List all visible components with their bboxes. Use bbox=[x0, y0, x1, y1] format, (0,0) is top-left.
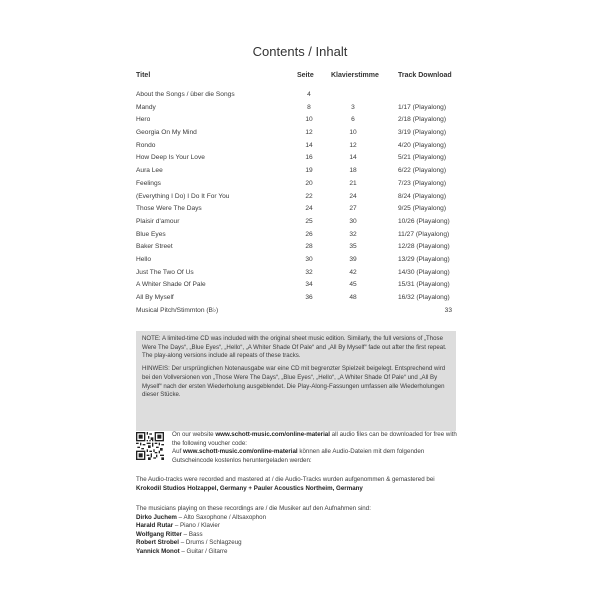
column-header-klavier: Klavierstimme bbox=[331, 72, 379, 79]
table-row bbox=[0, 114, 600, 127]
musicians-intro: The musicians playing on these recordings are / die Musiker auf den Aufnahmen sind: bbox=[136, 505, 371, 512]
row-title: Those Were The Days bbox=[136, 205, 202, 213]
row-track: 16/32 (Playalong) bbox=[398, 294, 450, 301]
table-row bbox=[0, 152, 600, 165]
row-title: Hello bbox=[136, 255, 152, 263]
musician-item bbox=[136, 548, 456, 557]
contents-table bbox=[0, 89, 600, 317]
website-text: Auf bbox=[172, 448, 184, 455]
row-piano-page: 32 bbox=[349, 230, 357, 238]
row-track: 13/29 (Playalong) bbox=[398, 255, 450, 263]
website-german bbox=[172, 448, 457, 465]
musician-name: Yannick Monot bbox=[136, 547, 180, 555]
studio-names: Krokodil Studios Holzappel, Germany + Pauler Acoustics Northeim, Germany bbox=[136, 484, 363, 492]
musician-role: – Piano / Klavier bbox=[173, 522, 220, 529]
website-info bbox=[172, 431, 457, 465]
musician-role: – Drums / Schlagzeug bbox=[178, 539, 242, 546]
row-track: 8/24 (Playalong) bbox=[398, 192, 447, 200]
table-row bbox=[0, 216, 600, 229]
row-track: 4/20 (Playalong) bbox=[398, 141, 447, 149]
table-row bbox=[0, 178, 600, 191]
table-row bbox=[0, 165, 600, 178]
website-text: On our website bbox=[172, 431, 216, 438]
musician-item bbox=[136, 522, 456, 531]
row-piano-page: 21 bbox=[349, 179, 357, 187]
audio-text: The Audio-tracks were recorded and mastered at / die Audio-Tracks wurden aufgenommen & gemastered bei bbox=[136, 476, 435, 483]
row-piano-page: 45 bbox=[349, 281, 357, 289]
row-page: 8 bbox=[307, 103, 311, 111]
row-page: 20 bbox=[305, 179, 313, 187]
website-text: all audio files can be downloaded for free with the following voucher code: bbox=[172, 431, 457, 447]
website-english bbox=[172, 431, 457, 448]
row-page: 4 bbox=[307, 91, 311, 98]
column-header-seite: Seite bbox=[297, 72, 314, 79]
row-page: 36 bbox=[305, 294, 313, 301]
row-title: Baker Street bbox=[136, 243, 173, 251]
table-row bbox=[0, 267, 600, 280]
musician-role: – Bass bbox=[181, 530, 203, 538]
website-link[interactable]: www.schott-music.com/online-material bbox=[183, 448, 298, 455]
row-page: 10 bbox=[305, 116, 313, 124]
row-title: Georgia On My Mind bbox=[136, 129, 197, 137]
row-track: 11/27 (Playalong) bbox=[398, 230, 450, 238]
row-title: Plaisir d'amour bbox=[136, 217, 180, 225]
row-title: (Everything I Do) I Do It For You bbox=[136, 192, 230, 200]
row-track: 1/17 (Playalong) bbox=[398, 103, 447, 111]
row-title: Musical Pitch/Stimmton (B♭) bbox=[136, 306, 219, 314]
qr-code[interactable] bbox=[136, 432, 164, 460]
row-page: 19 bbox=[305, 167, 313, 175]
row-piano-page: 3 bbox=[351, 103, 355, 111]
row-piano-page: 39 bbox=[349, 255, 357, 263]
row-page: 25 bbox=[305, 217, 313, 225]
table-row bbox=[0, 127, 600, 140]
row-page: 26 bbox=[305, 230, 313, 238]
row-track: 10/26 (Playalong) bbox=[398, 217, 450, 225]
row-title: A Whiter Shade Of Pale bbox=[136, 281, 206, 289]
row-piano-page: 6 bbox=[351, 116, 355, 124]
row-piano-page: 18 bbox=[349, 167, 357, 175]
note-box bbox=[136, 331, 456, 431]
row-track: 14/30 (Playalong) bbox=[398, 268, 450, 276]
table-row bbox=[0, 203, 600, 216]
table-row bbox=[0, 229, 600, 242]
musician-name: Dirko Juchem bbox=[136, 513, 177, 521]
musician-name: Wolfgang Ritter bbox=[136, 530, 182, 538]
row-track: 5/21 (Playalong) bbox=[398, 154, 447, 162]
table-row-pitch bbox=[0, 305, 600, 318]
table-row bbox=[0, 241, 600, 254]
row-title: Just The Two Of Us bbox=[136, 268, 194, 276]
row-title: Rondo bbox=[136, 141, 156, 149]
table-row bbox=[0, 140, 600, 153]
row-piano-page: 10 bbox=[349, 129, 357, 137]
row-page: 32 bbox=[305, 268, 313, 276]
musician-role: – Guitar / Gitarre bbox=[179, 547, 228, 555]
row-track: 15/31 (Playalong) bbox=[398, 281, 450, 289]
row-title: All By Myself bbox=[136, 294, 174, 301]
musician-name: Harald Rutar bbox=[136, 522, 174, 529]
row-page: 22 bbox=[305, 192, 313, 200]
row-track: 6/22 (Playalong) bbox=[398, 167, 447, 175]
row-track: 3/19 (Playalong) bbox=[398, 129, 447, 137]
row-track: 9/25 (Playalong) bbox=[398, 205, 447, 213]
qr-code-graphic bbox=[136, 432, 164, 460]
row-piano-page: 24 bbox=[349, 192, 357, 200]
row-piano-page: 42 bbox=[349, 268, 357, 276]
row-piano-page: 35 bbox=[349, 243, 357, 251]
row-title: Aura Lee bbox=[136, 167, 163, 175]
column-header-title: Titel bbox=[136, 72, 151, 79]
table-row bbox=[0, 191, 600, 204]
row-page: 12 bbox=[305, 129, 313, 137]
musician-role: – Alto Saxophone / Altsaxophon bbox=[176, 513, 267, 521]
musician-item bbox=[136, 531, 456, 540]
row-track: 12/28 (Playalong) bbox=[398, 243, 450, 251]
audio-credits bbox=[136, 476, 456, 493]
row-title: Feelings bbox=[136, 179, 161, 187]
row-page: 16 bbox=[305, 154, 313, 162]
table-row bbox=[0, 102, 600, 115]
table-row bbox=[0, 279, 600, 292]
row-track: 33 bbox=[444, 306, 452, 314]
row-track: 2/18 (Playalong) bbox=[398, 116, 447, 124]
row-piano-page: 30 bbox=[349, 217, 357, 225]
row-page: 28 bbox=[305, 243, 313, 251]
row-page: 14 bbox=[305, 141, 313, 149]
note-german: HINWEIS: Der ursprünglichen Notenausgabe war eine CD mit begrenzter Spielzeit beigelegt. Entsprechend wird bei den Vollversionen von „Those Were The Days“, „Blue Eyes“, „Hello“, „A Whiter Shade Of Pale“ und „All By Myself“ nach der ersten Wiederholung ausgeblendet. Die Play-Along-Fassungen umfassen alle Wiederholungen dieser Stücke. bbox=[142, 365, 446, 399]
column-header-track: Track Download bbox=[398, 72, 452, 79]
row-piano-page: 48 bbox=[349, 294, 357, 301]
row-piano-page: 14 bbox=[349, 154, 357, 162]
row-title: How Deep Is Your Love bbox=[136, 154, 205, 162]
row-title: Blue Eyes bbox=[136, 230, 166, 238]
row-piano-page: 12 bbox=[349, 141, 357, 149]
musician-item bbox=[136, 514, 456, 523]
note-english: NOTE: A limited-time CD was included with the original sheet music edition. Similarly, the full versions of „Those Were The Days“, „Blue Eyes“, „Hello“, „A Whiter Shade Of Pale“ and „All By Myself“ fade out after the first repeat. The play-along versions include all repeats of these tracks. bbox=[142, 335, 447, 360]
table-row bbox=[0, 254, 600, 267]
musicians-list bbox=[136, 505, 456, 556]
row-title: Mandy bbox=[136, 103, 156, 111]
musician-name: Robert Strobel bbox=[136, 539, 179, 546]
row-page: 34 bbox=[305, 281, 313, 289]
table-row bbox=[0, 89, 600, 102]
website-link[interactable]: www.schott-music.com/online-material bbox=[215, 431, 330, 438]
row-track: 7/23 (Playalong) bbox=[398, 179, 447, 187]
musician-item bbox=[136, 539, 456, 548]
page-title: Contents / Inhalt bbox=[252, 44, 348, 59]
row-title: Hero bbox=[136, 116, 151, 124]
row-page: 30 bbox=[305, 255, 313, 263]
row-title: About the Songs / über die Songs bbox=[136, 91, 235, 98]
row-page: 24 bbox=[305, 205, 313, 213]
table-row bbox=[0, 292, 600, 305]
row-piano-page: 27 bbox=[349, 205, 357, 213]
website-text: können alle Audio-Dateien mit dem folgenden Gutscheincode kostenlos heruntergeladen werden: bbox=[172, 448, 425, 464]
